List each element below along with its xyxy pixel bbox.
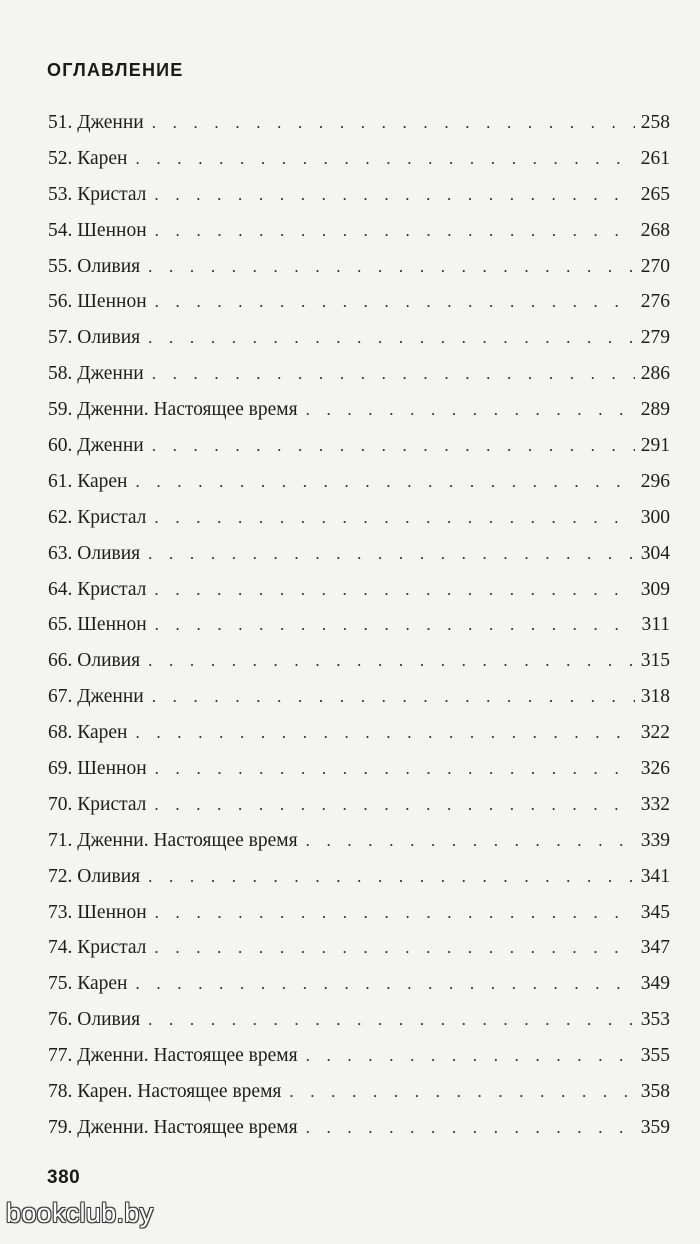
- toc-entry: [48, 1117, 670, 1153]
- toc-leader-dots: [152, 364, 635, 384]
- toc-entry: [48, 291, 670, 327]
- toc-entry-page: 309: [640, 578, 670, 600]
- toc-entry-title: 56. Шеннон: [48, 291, 147, 313]
- toc-leader-dots: [148, 328, 635, 348]
- toc-entry-page: 347: [640, 937, 670, 959]
- toc-entry-title: 51. Дженни: [48, 112, 144, 133]
- toc-entry-page: 326: [640, 758, 670, 780]
- toc-leader-dots: [306, 1046, 635, 1066]
- toc-entry-page: 265: [640, 183, 670, 205]
- toc-leader-dots: [152, 436, 635, 456]
- toc-entry-title: 66. Оливия: [48, 650, 141, 672]
- toc-entry-page: 332: [640, 793, 670, 815]
- toc-entry-title: 78. Карен. Настоящее время: [48, 1081, 282, 1103]
- toc-entry-title: 58. Дженни: [48, 363, 144, 385]
- toc-entry: [48, 866, 670, 902]
- table-of-contents: [48, 112, 670, 1153]
- toc-leader-dots: [152, 687, 635, 707]
- toc-entry-page: 268: [640, 219, 670, 241]
- toc-entry: [48, 579, 670, 615]
- toc-leader-dots: [289, 1082, 634, 1102]
- toc-leader-dots: [154, 508, 634, 528]
- toc-leader-dots: [155, 903, 635, 923]
- toc-leader-dots: [136, 974, 635, 994]
- toc-leader-dots: [306, 1118, 635, 1138]
- toc-entry-title: 52. Карен: [48, 147, 128, 169]
- toc-entry-title: 65. Шеннон: [48, 614, 147, 636]
- toc-entry: [48, 830, 670, 866]
- toc-entry-title: 61. Карен: [48, 470, 128, 492]
- toc-entry-page: 318: [640, 686, 670, 708]
- toc-entry-title: 62. Кристал: [48, 506, 147, 528]
- toc-entry-page: 341: [640, 865, 670, 887]
- toc-entry-page: 286: [640, 363, 670, 385]
- toc-entry-page: 339: [640, 829, 670, 851]
- toc-entry-title: 69. Шеннон: [48, 758, 147, 780]
- toc-leader-dots: [136, 149, 635, 169]
- toc-entry: [48, 507, 670, 543]
- toc-entry: [48, 471, 670, 507]
- toc-entry-page: 289: [640, 399, 670, 421]
- toc-entry-title: 60. Дженни: [48, 435, 144, 457]
- toc-entry-title: 72. Оливия: [48, 865, 141, 887]
- toc-entry: [48, 256, 670, 292]
- toc-entry: [48, 327, 670, 363]
- toc-entry-page: 349: [640, 973, 670, 995]
- toc-entry-title: 70. Кристал: [48, 793, 147, 815]
- toc-entry: [48, 758, 670, 794]
- toc-leader-dots: [154, 795, 634, 815]
- page-title: ОГЛАВЛЕНИЕ: [47, 60, 184, 80]
- toc-leader-dots: [148, 867, 635, 887]
- toc-entry: [48, 1081, 670, 1117]
- toc-entry-title: 68. Карен: [48, 722, 128, 744]
- page-number: 380: [47, 1167, 81, 1188]
- toc-entry-page: 261: [640, 147, 670, 169]
- toc-leader-dots: [306, 400, 635, 420]
- toc-entry-title: 54. Шеннон: [48, 219, 147, 241]
- toc-leader-dots: [154, 185, 634, 205]
- toc-entry: [48, 1009, 670, 1045]
- toc-entry-title: 63. Оливия: [48, 542, 141, 564]
- toc-entry: [48, 1045, 670, 1081]
- toc-leader-dots: [155, 615, 636, 635]
- toc-entry-page: 355: [640, 1045, 670, 1067]
- toc-entry: [48, 184, 670, 220]
- toc-entry-page: 358: [640, 1081, 670, 1103]
- toc-leader-dots: [154, 580, 634, 600]
- toc-leader-dots: [152, 113, 635, 133]
- toc-leader-dots: [148, 1010, 635, 1030]
- watermark: bookclub.by: [6, 1198, 154, 1228]
- toc-entry-page: 279: [640, 327, 670, 349]
- toc-entry: [48, 543, 670, 579]
- toc-entry-title: 76. Оливия: [48, 1009, 141, 1031]
- toc-entry-page: 276: [640, 291, 670, 313]
- toc-entry-page: 345: [640, 901, 670, 923]
- toc-entry-page: 304: [640, 542, 670, 564]
- toc-entry-title: 75. Карен: [48, 973, 128, 995]
- toc-entry: [48, 794, 670, 830]
- toc-leader-dots: [155, 759, 635, 779]
- toc-entry-page: 300: [640, 506, 670, 528]
- toc-leader-dots: [148, 651, 635, 671]
- toc-entry: [48, 722, 670, 758]
- toc-entry-title: 74. Кристал: [48, 937, 147, 959]
- toc-entry-title: 71. Дженни. Настоящее время: [48, 829, 298, 851]
- toc-entry-page: 270: [640, 255, 670, 277]
- toc-entry-page: 322: [640, 722, 670, 744]
- toc-leader-dots: [148, 544, 635, 564]
- toc-entry-title: 73. Шеннон: [48, 901, 147, 923]
- toc-leader-dots: [154, 938, 634, 958]
- toc-entry: [48, 686, 670, 722]
- toc-entry-title: 57. Оливия: [48, 327, 141, 349]
- toc-entry-title: 67. Дженни: [48, 686, 144, 708]
- toc-leader-dots: [148, 257, 635, 277]
- toc-leader-dots: [306, 831, 635, 851]
- toc-entry-title: 64. Кристал: [48, 578, 147, 600]
- toc-entry: [48, 973, 670, 1009]
- toc-entry: [48, 937, 670, 973]
- toc-entry: [48, 363, 670, 399]
- toc-entry: [48, 148, 670, 184]
- toc-entry-title: 59. Дженни. Настоящее время: [48, 399, 298, 421]
- toc-entry-page: 296: [640, 470, 670, 492]
- toc-entry-title: 53. Кристал: [48, 183, 147, 205]
- toc-leader-dots: [136, 723, 635, 743]
- toc-leader-dots: [155, 292, 635, 312]
- toc-leader-dots: [155, 221, 635, 241]
- toc-leader-dots: [136, 472, 635, 492]
- toc-entry: [48, 435, 670, 471]
- toc-entry-page: 359: [640, 1116, 670, 1138]
- toc-entry: [48, 902, 670, 938]
- toc-entry: [48, 112, 670, 148]
- toc-entry-page: 353: [640, 1009, 670, 1031]
- toc-entry-page: 311: [641, 614, 670, 636]
- toc-entry-page: 291: [640, 435, 670, 457]
- toc-entry-page: 315: [640, 650, 670, 672]
- toc-entry: [48, 220, 670, 256]
- toc-entry-title: 55. Оливия: [48, 255, 141, 277]
- toc-entry-title: 79. Дженни. Настоящее время: [48, 1116, 298, 1138]
- toc-entry-page: 258: [640, 112, 670, 133]
- toc-entry: [48, 399, 670, 435]
- toc-entry: [48, 650, 670, 686]
- toc-entry-title: 77. Дженни. Настоящее время: [48, 1045, 298, 1067]
- toc-entry: [48, 614, 670, 650]
